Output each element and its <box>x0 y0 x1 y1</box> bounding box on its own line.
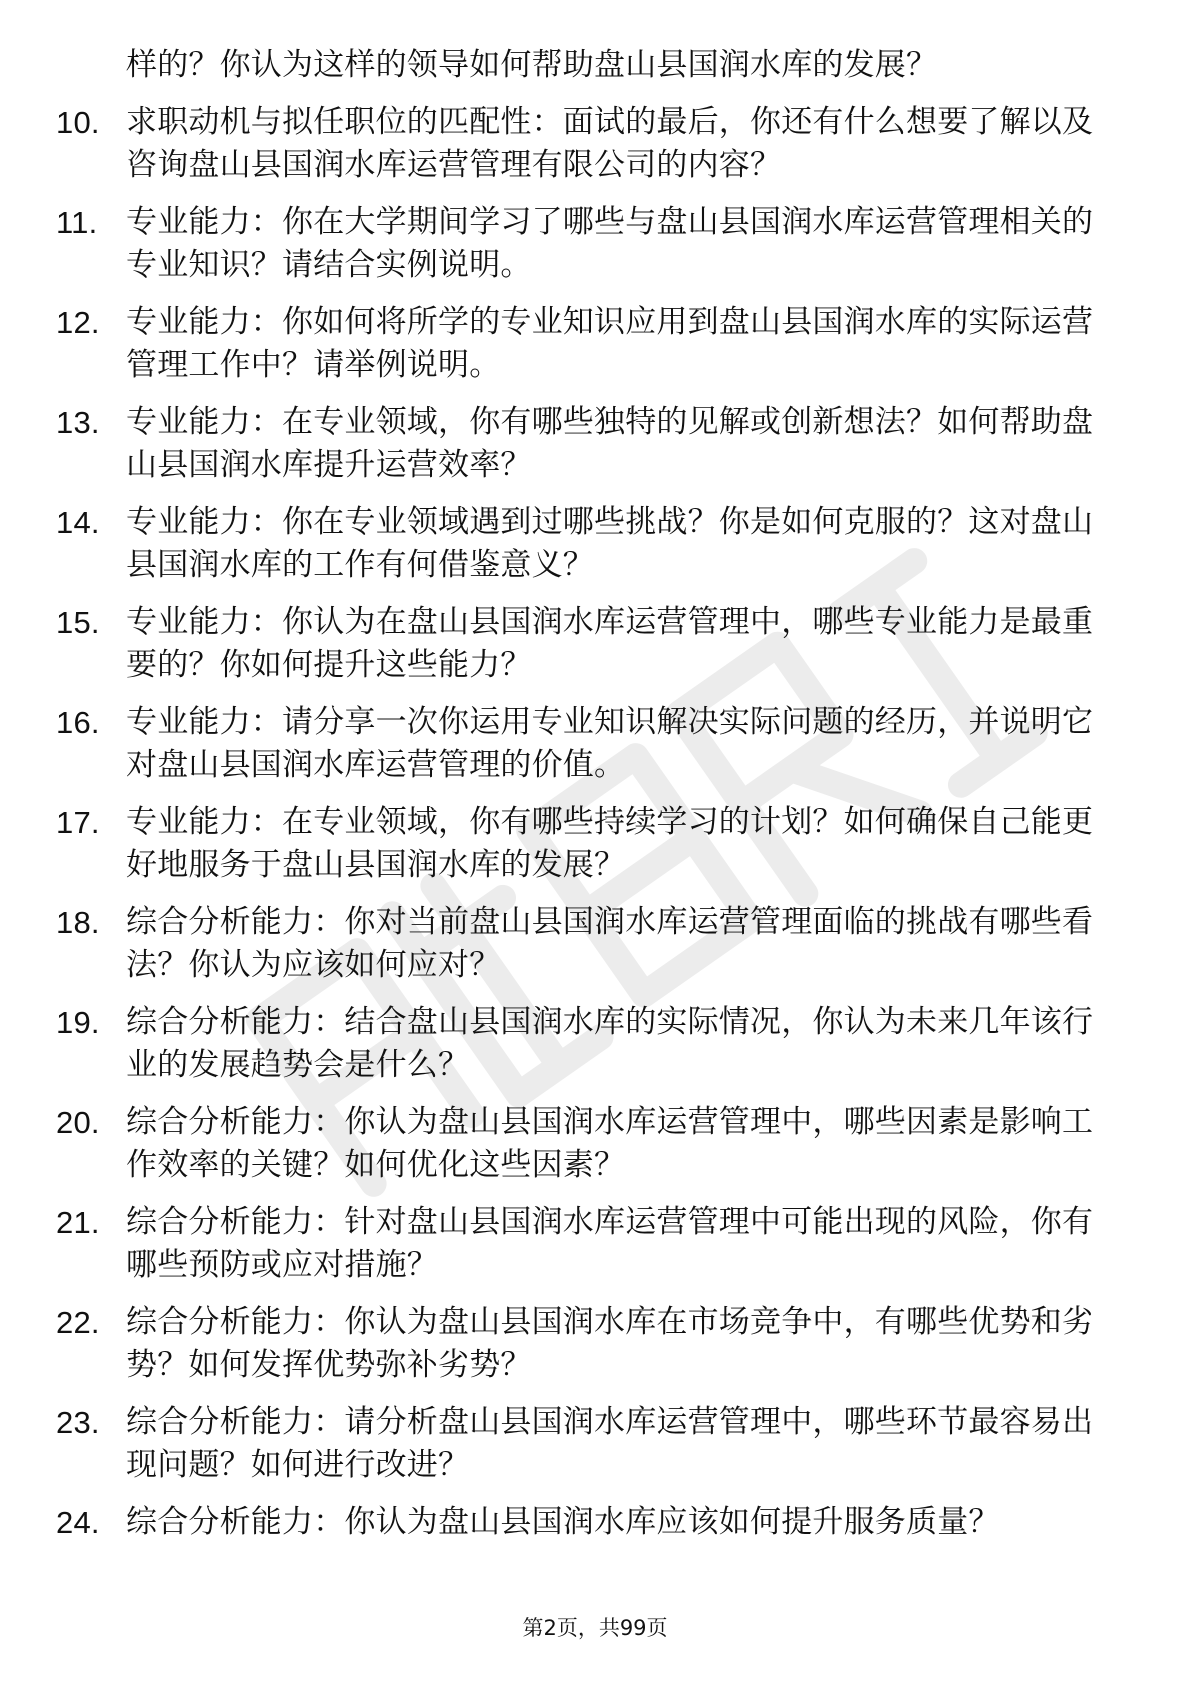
list-item <box>56 101 1116 187</box>
item-text: 综合分析能力：你认为盘山县国润水库运营管理中，哪些因素是影响工作效率的关键？如何优化这些因素？ <box>126 1104 1094 1183</box>
list-item <box>56 601 1116 687</box>
page-footer: 第2页，共99页 <box>522 1616 668 1640</box>
item-text: 求职动机与拟任职位的匹配性：面试的最后，你还有什么想要了解以及咨询盘山县国润水库运营管理有限公司的内容？ <box>126 104 1094 183</box>
list-item <box>56 901 1116 987</box>
item-text: 综合分析能力：结合盘山县国润水库的实际情况，你认为未来几年该行业的发展趋势会是什么？ <box>126 1004 1094 1083</box>
list-item <box>56 1401 1116 1487</box>
list-item <box>56 701 1116 787</box>
list-item <box>56 201 1116 287</box>
list-item <box>56 401 1116 487</box>
item-number: 16. <box>56 705 100 740</box>
item-number: 21. <box>56 1205 100 1240</box>
list-item <box>56 501 1116 587</box>
list-item <box>56 1301 1116 1387</box>
item-number: 19. <box>56 1005 100 1040</box>
item-number: 13. <box>56 405 100 440</box>
list-item <box>56 1101 1116 1187</box>
item-number: 17. <box>56 805 100 840</box>
item-text: 专业能力：你如何将所学的专业知识应用到盘山县国润水库的实际运营管理工作中？请举例说明。 <box>126 304 1094 383</box>
item-text: 综合分析能力：你认为盘山县国润水库应该如何提升服务质量？ <box>126 1504 1000 1540</box>
item-number: 24. <box>56 1505 100 1540</box>
list-item <box>56 1501 1116 1544</box>
item-number: 22. <box>56 1305 100 1340</box>
item-number: 15. <box>56 605 100 640</box>
item-number: 10. <box>56 105 100 140</box>
item-text: 专业能力：你在专业领域遇到过哪些挑战？你是如何克服的？这对盘山县国润水库的工作有何借鉴意义？ <box>126 504 1094 583</box>
question-list <box>56 44 1116 1558</box>
item-text: 综合分析能力：请分析盘山县国润水库运营管理中，哪些环节最容易出现问题？如何进行改进？ <box>126 1404 1094 1483</box>
numbered-items <box>56 101 1116 1544</box>
item-number: 18. <box>56 905 100 940</box>
item-number: 12. <box>56 305 100 340</box>
list-item <box>56 1201 1116 1287</box>
list-item <box>56 301 1116 387</box>
list-item <box>56 801 1116 887</box>
item-number: 11. <box>56 205 98 240</box>
item-number: 20. <box>56 1105 100 1140</box>
item-number: 23. <box>56 1405 100 1440</box>
item-text: 专业能力：请分享一次你运用专业知识解决实际问题的经历，并说明它对盘山县国润水库运营管理的价值。 <box>126 704 1094 783</box>
item-text: 专业能力：在专业领域，你有哪些持续学习的计划？如何确保自己能更好地服务于盘山县国润水库的发展？ <box>126 804 1094 883</box>
list-item <box>56 1001 1116 1087</box>
item-text: 综合分析能力：你对当前盘山县国润水库运营管理面临的挑战有哪些看法？你认为应该如何应对？ <box>126 904 1094 983</box>
item-text: 专业能力：你在大学期间学习了哪些与盘山县国润水库运营管理相关的专业知识？请结合实例说明。 <box>126 204 1094 283</box>
item-text: 综合分析能力：你认为盘山县国润水库在市场竞争中，有哪些优势和劣势？如何发挥优势弥补劣势？ <box>126 1304 1094 1383</box>
item-text: 专业能力：你认为在盘山县国润水库运营管理中，哪些专业能力是最重要的？你如何提升这些能力？ <box>126 604 1094 683</box>
continuation-line: 样的？你认为这样的领导如何帮助盘山县国润水库的发展？ <box>126 47 938 83</box>
item-text: 综合分析能力：针对盘山县国润水库运营管理中可能出现的风险，你有哪些预防或应对措施？ <box>126 1204 1094 1283</box>
item-number: 14. <box>56 505 100 540</box>
item-text: 专业能力：在专业领域，你有哪些独特的见解或创新想法？如何帮助盘山县国润水库提升运营效率？ <box>126 404 1094 483</box>
